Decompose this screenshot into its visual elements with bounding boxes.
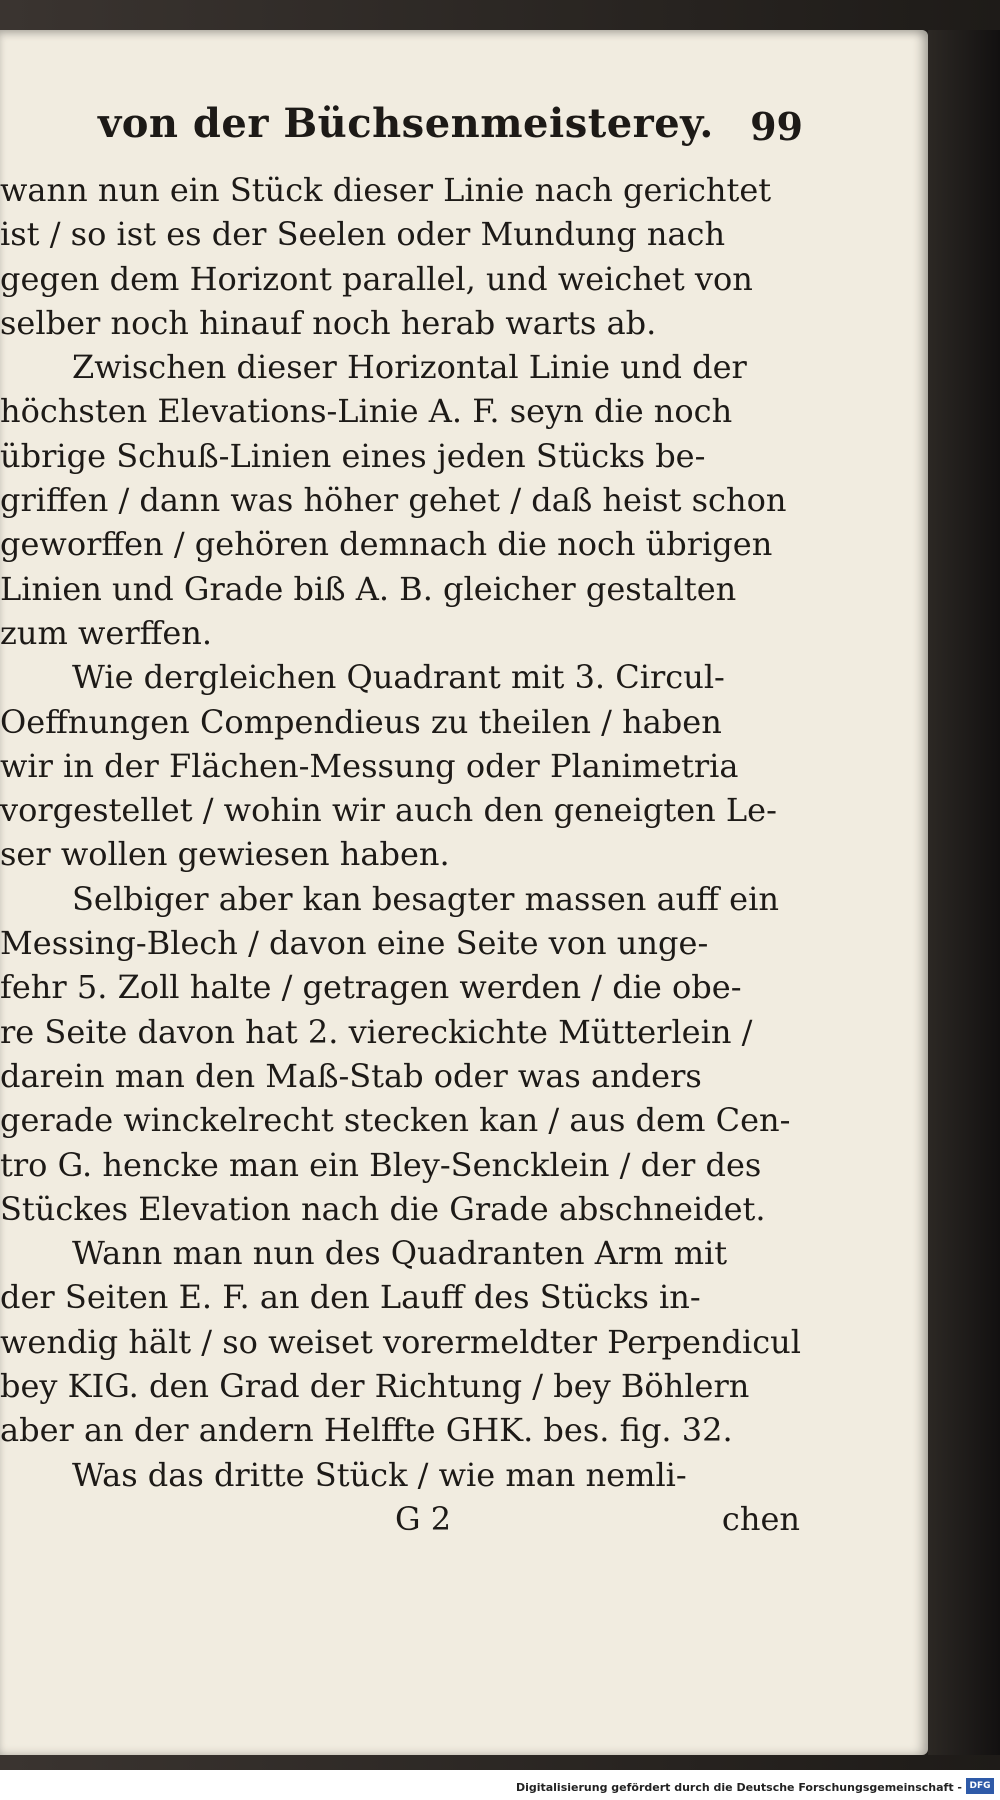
text-line: selber noch hinauf noch herab warts ab. [0, 303, 657, 342]
dfg-logo: DFG [966, 1778, 994, 1794]
text-line: Wie dergleichen Quadrant mit 3. Circul- [72, 658, 725, 697]
text-line: der Seiten E. F. an den Lauff des Stücks in- [0, 1278, 701, 1317]
text-line: ist / so ist es der Seelen oder Mundung nach [0, 215, 726, 254]
text-line: aber an der andern Helffte GHK. bes. fig. 32. [0, 1411, 733, 1450]
page-number: 99 [750, 104, 803, 149]
text-line: Zwischen dieser Horizontal Linie und der [72, 348, 747, 387]
running-title: von der Büchsenmeisterey. [98, 100, 714, 147]
text-line: höchsten Elevations-Linie A. F. seyn die noch [0, 392, 733, 431]
text-line: wann nun ein Stück dieser Linie nach gerichtet [0, 171, 772, 209]
text-line: wendig hält / so weiset vorermeldter Perpendicul [0, 1322, 802, 1361]
text-line: gerade winckelrecht stecken kan / aus dem Cen- [0, 1101, 791, 1140]
text-line: Stückes Elevation nach die Grade abschneidet. [0, 1189, 766, 1228]
text-line: ser wollen gewiesen haben. [0, 835, 450, 874]
text-line: tro G. hencke man ein Bley-Sencklein / der des [0, 1145, 762, 1184]
text-line: re Seite davon hat 2. viereckichte Mütterlein / [0, 1012, 753, 1051]
text-line: Messing-Blech / davon eine Seite von unge- [0, 924, 709, 963]
text-line: gegen dem Horizont parallel, und weichet von [0, 259, 753, 298]
text-line: griffen / dann was höher gehet / daß heist schon [0, 481, 787, 520]
catchline [0, 1500, 800, 1550]
text-line: bey KIG. den Grad der Richtung / bey Böhlern [0, 1367, 750, 1406]
catchword: chen [721, 1500, 800, 1538]
text-line: Linien und Grade biß A. B. gleicher gestalten [0, 569, 737, 608]
book-edge [928, 30, 1000, 1755]
text-line: Selbiger aber kan besagter massen auff ein [72, 879, 779, 918]
body-text [0, 168, 805, 1497]
text-line: Wann man nun des Quadranten Arm mit [72, 1234, 728, 1273]
text-line: geworffen / gehören demnach die noch übrigen [0, 525, 773, 564]
text-line: wir in der Flächen-Messung oder Planimetria [0, 746, 739, 785]
text-line: fehr 5. Zoll halte / getragen werden / die obe- [0, 968, 742, 1007]
text-line: zum werffen. [0, 613, 213, 652]
page-header [98, 100, 803, 155]
text-line: Was das dritte Stück / wie man nemli- [72, 1455, 687, 1494]
text-line: vorgestellet / wohin wir auch den geneigten Le- [0, 791, 777, 830]
credit-text: Digitalisierung gefördert durch die Deutsche Forschungsgemeinschaft - [515, 1781, 962, 1794]
signature-mark: G 2 [395, 1500, 452, 1538]
text-line: übrige Schuß-Linien eines jeden Stücks be- [0, 436, 706, 475]
text-line: darein man den Maß-Stab oder was anders [0, 1056, 702, 1095]
text-line: Oeffnungen Compendieus zu theilen / haben [0, 702, 722, 741]
